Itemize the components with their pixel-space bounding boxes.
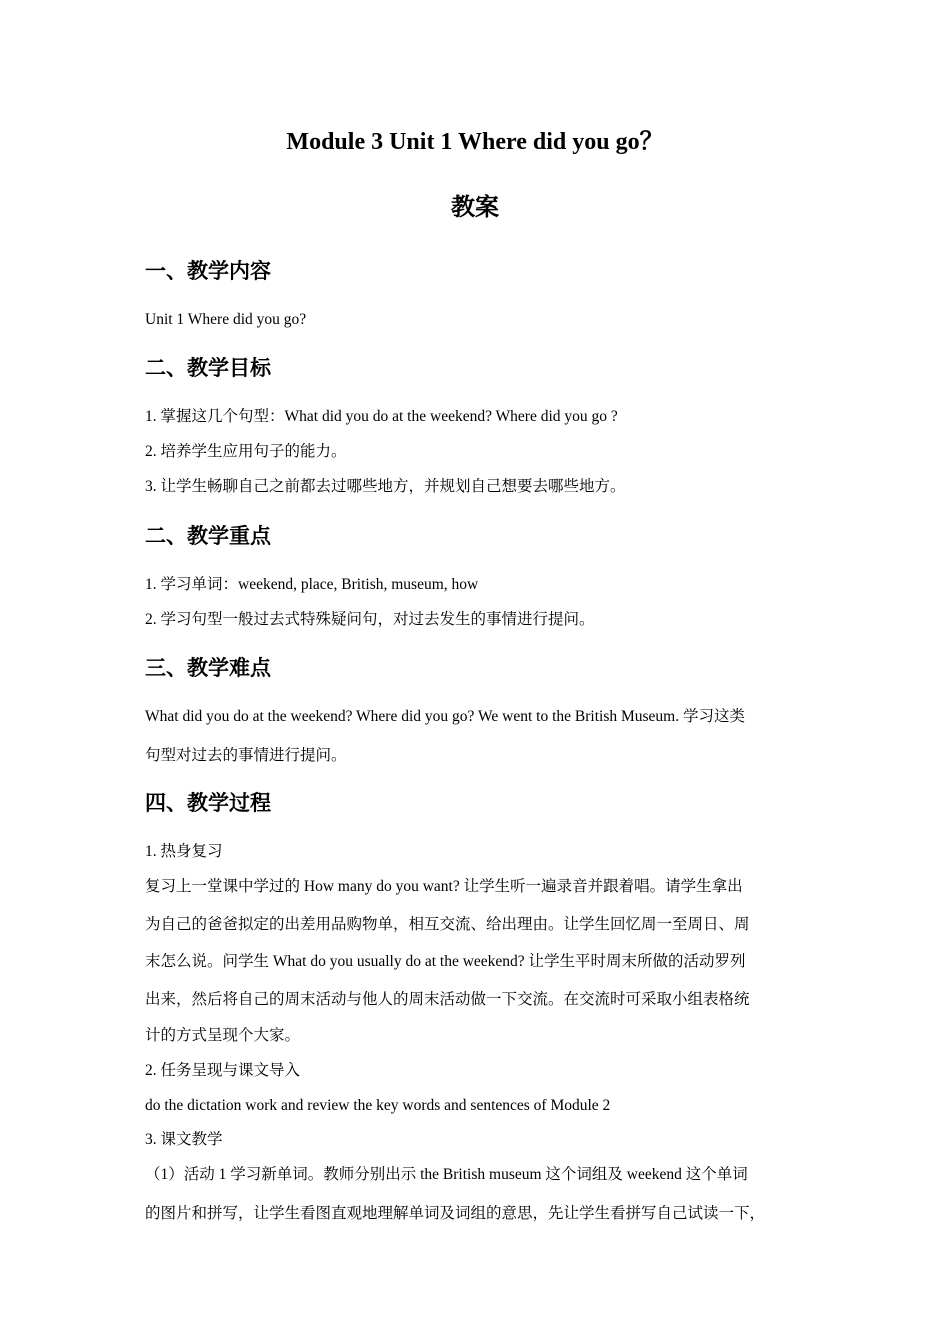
objectives-line-1: 1. 掌握这几个句型：What did you do at the weekend? Where did you go ? bbox=[145, 408, 618, 425]
section-heading-objectives: 二、教学目标 bbox=[145, 356, 271, 380]
process-line-6: 计的方式呈现个大家。 bbox=[145, 1027, 301, 1044]
section-heading-process: 四、教学过程 bbox=[145, 791, 271, 815]
content-line-1: Unit 1 Where did you go? bbox=[145, 311, 307, 328]
process-line-9: 3. 课文教学 bbox=[145, 1131, 223, 1148]
difficulties-line-2: 句型对过去的事情进行提问。 bbox=[145, 747, 347, 764]
process-line-4: 末怎么说。问学生 What do you usually do at the weekend? 让学生平时周末所做的活动罗列 bbox=[145, 953, 746, 970]
process-line-11: 的图片和拼写，让学生看图直观地理解单词及词组的意思，先让学生看拼写自己试读一下， bbox=[145, 1205, 766, 1222]
process-line-5: 出来，然后将自己的周末活动与他人的周末活动做一下交流。在交流时可采取小组表格统 bbox=[145, 991, 750, 1008]
section-heading-content: 一、教学内容 bbox=[145, 259, 271, 283]
key-points-line-1: 1. 学习单词：weekend, place, British, museum, how bbox=[145, 576, 479, 593]
process-line-2: 复习上一堂课中学过的 How many do you want? 让学生听一遍录音并跟着唱。请学生拿出 bbox=[145, 878, 743, 895]
objectives-line-2: 2. 培养学生应用句子的能力。 bbox=[145, 443, 347, 460]
objectives-line-3: 3. 让学生畅聊自己之前都去过哪些地方，并规划自己想要去哪些地方。 bbox=[145, 478, 626, 495]
process-line-10: （1）活动 1 学习新单词。教师分别出示 the British museum 这个词组及 weekend 这个单词 bbox=[145, 1166, 748, 1183]
key-points-line-2: 2. 学习句型一般过去式特殊疑问句，对过去发生的事情进行提问。 bbox=[145, 611, 595, 628]
process-line-1: 1. 热身复习 bbox=[145, 843, 223, 860]
section-heading-key-points: 二、教学重点 bbox=[145, 524, 271, 548]
difficulties-line-1: What did you do at the weekend? Where did you go? We went to the British Museum. 学习这类 bbox=[145, 708, 745, 725]
process-line-8: do the dictation work and review the key words and sentences of Module 2 bbox=[145, 1097, 611, 1114]
section-heading-difficulties: 三、教学难点 bbox=[145, 656, 271, 680]
document-title: Module 3 Unit 1 Where did you go？ bbox=[286, 129, 664, 155]
process-line-3: 为自己的爸爸拟定的出差用品购物单，相互交流、给出理由。让学生回忆周一至周日、周 bbox=[145, 916, 750, 933]
document-subtitle: 教案 bbox=[451, 195, 499, 221]
process-line-7: 2. 任务呈现与课文导入 bbox=[145, 1062, 301, 1079]
